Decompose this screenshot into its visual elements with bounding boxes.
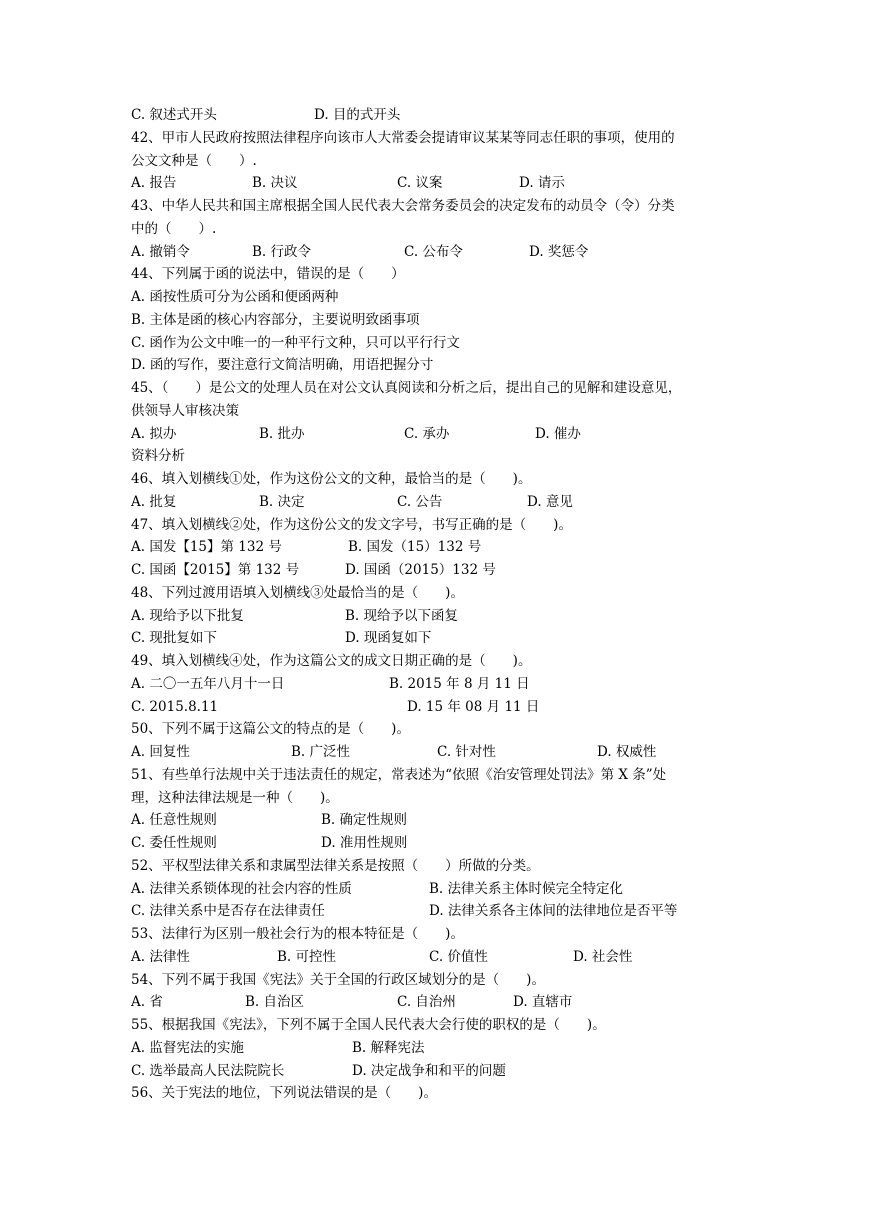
line-text: A. 函按性质可分为公函和便函两种 [131, 289, 339, 305]
option-text: A. 法律关系锁体现的社会内容的性质 [131, 881, 352, 897]
option-text: C. 法律关系中是否存在法律责任 [131, 903, 325, 919]
line-text: 理，这种法律法规是一种（ )。 [131, 790, 339, 806]
option-text: B. 行政令 [252, 244, 312, 260]
option-text: D. 社会性 [573, 949, 633, 965]
option-text: A. 法律性 [131, 949, 190, 965]
option-text: A. 监督宪法的实施 [131, 1040, 244, 1056]
option-text: C. 公布令 [404, 244, 463, 260]
option-text: B. 批办 [259, 426, 305, 442]
option-text: B. 法律关系主体时候完全特定化 [429, 881, 624, 897]
option-text: B. 自治区 [245, 994, 305, 1010]
line-text: 42、甲市人民政府按照法律程序向该市人大常委会提请审议某某等同志任职的事项，使用的 [131, 130, 675, 146]
line-text: 44、下列属于函的说法中，错误的是（ ） [131, 266, 405, 282]
option-text: D. 奖惩令 [529, 244, 589, 260]
option-text: C. 委任性规则 [131, 835, 217, 851]
option-text: B. 决定 [259, 494, 305, 510]
option-text: D. 意见 [527, 494, 573, 510]
line-text: 54、下列不属于我国《宪法》关于全国的行政区域划分的是（ )。 [131, 972, 545, 988]
line-text: 47、填入划横线②处，作为这份公文的发文字号，书写正确的是（ )。 [131, 517, 572, 533]
option-text: A. 撤销令 [131, 244, 190, 260]
option-text: D. 决定战争和和平的问题 [352, 1063, 506, 1079]
line-text: 资料分析 [131, 448, 185, 464]
option-text: C. 2015.8.11 [131, 699, 219, 715]
option-text: B. 广泛性 [291, 744, 351, 760]
line-text: 45、（ ）是公文的处理人员在对公文认真阅读和分析之后，提出自己的见解和建设意见， [131, 380, 682, 396]
option-text: B. 2015 年 8 月 11 日 [389, 676, 530, 692]
option-text: A. 现给予以下批复 [131, 608, 244, 624]
option-text: C. 针对性 [437, 744, 496, 760]
line-text: 48、下列过渡用语填入划横线③处最恰当的是（ )。 [131, 585, 464, 601]
option-text: B. 国发（15）132 号 [348, 539, 482, 555]
option-text: A. 拟办 [131, 426, 177, 442]
option-text: A. 报告 [131, 175, 177, 191]
option-text: D. 15 年 08 月 11 日 [407, 699, 540, 715]
line-text: 55、根据我国《宪法》，下列不属于全国人民代表大会行使的职权的是（ )。 [131, 1017, 606, 1033]
line-text: 公文文种是（ ）. [131, 153, 257, 169]
line-text: 51、有些单行法规中关于违法责任的规定，常表述为“依照《治安管理处罚法》第 X 条”处 [131, 767, 667, 783]
option-text: C. 现批复如下 [131, 630, 217, 646]
line-text: D. 函的写作，要注意行文简洁明确，用语把握分寸 [131, 357, 434, 373]
line-text: 46、填入划横线①处，作为这份公文的文种，最恰当的是（ )。 [131, 471, 532, 487]
option-text: D. 国函（2015）132 号 [345, 562, 496, 578]
option-text: A. 回复性 [131, 744, 190, 760]
line-text: 49、填入划横线④处，作为这篇公文的成文日期正确的是（ )。 [131, 653, 532, 669]
option-text: D. 权威性 [597, 744, 657, 760]
line-text: C. 函作为公文中唯一的一种平行文种，只可以平行行文 [131, 335, 460, 351]
line-text: 50、下列不属于这篇公文的特点的是（ )。 [131, 721, 410, 737]
option-text: C. 公告 [397, 494, 443, 510]
option-text: C. 叙述式开头 [131, 107, 217, 123]
option-text: C. 承办 [404, 426, 450, 442]
line-text: 53、法律行为区别一般社会行为的根本特征是（ )。 [131, 926, 464, 942]
line-text: 52、平权型法律关系和隶属型法律关系是按照（ ）所做的分类。 [131, 858, 540, 874]
option-text: B. 解释宪法 [352, 1040, 425, 1056]
line-text: 供领导人审核决策 [131, 403, 239, 419]
option-text: D. 法律关系各主体间的法律地位是否平等 [429, 903, 678, 919]
option-text: C. 价值性 [429, 949, 488, 965]
option-text: B. 可控性 [277, 949, 337, 965]
option-text: A. 国发【15】第 132 号 [131, 539, 282, 555]
line-text: 中的（ ）. [131, 221, 217, 237]
option-text: D. 直辖市 [513, 994, 573, 1010]
option-text: A. 任意性规则 [131, 812, 217, 828]
option-text: D. 请示 [519, 175, 565, 191]
option-text: D. 目的式开头 [314, 107, 401, 123]
line-text: 56、关于宪法的地位，下列说法错误的是（ )。 [131, 1085, 437, 1101]
option-text: C. 自治州 [397, 994, 456, 1010]
option-text: A. 批复 [131, 494, 177, 510]
option-text: B. 现给予以下函复 [345, 608, 459, 624]
option-text: D. 准用性规则 [321, 835, 408, 851]
option-text: D. 现函复如下 [345, 630, 432, 646]
option-text: C. 选举最高人民法院院长 [131, 1063, 285, 1079]
option-text: C. 国函【2015】第 132 号 [131, 562, 300, 578]
option-text: A. 省 [131, 994, 163, 1010]
option-text: B. 决议 [252, 175, 298, 191]
line-text: 43、中华人民共和国主席根据全国人民代表大会常务委员会的决定发布的动员令（令）分类 [131, 198, 675, 214]
option-text: D. 催办 [535, 426, 581, 442]
option-text: A. 二〇一五年八月十一日 [131, 676, 285, 692]
option-text: B. 确定性规则 [321, 812, 408, 828]
option-text: C. 议案 [397, 175, 443, 191]
line-text: B. 主体是函的核心内容部分，主要说明致函事项 [131, 312, 420, 328]
